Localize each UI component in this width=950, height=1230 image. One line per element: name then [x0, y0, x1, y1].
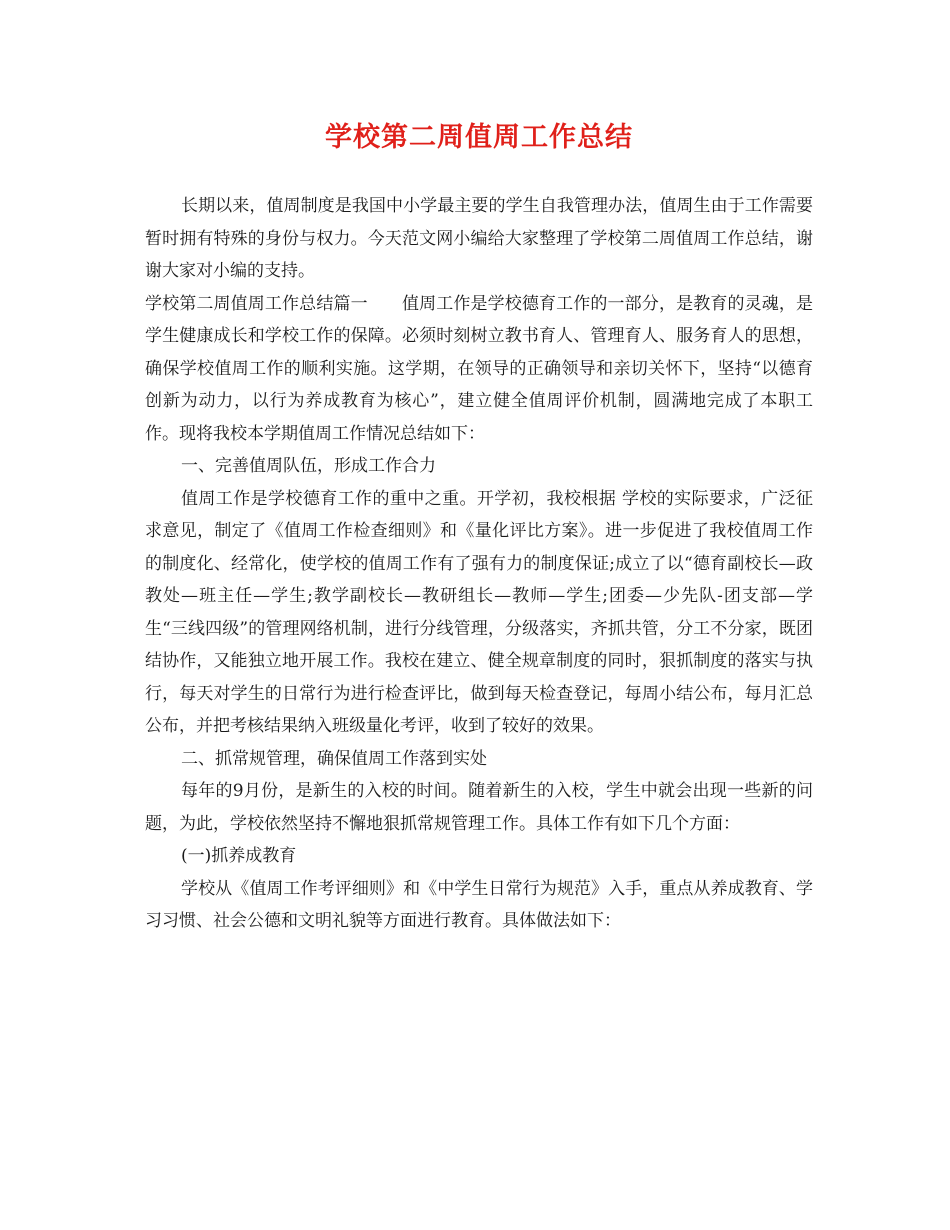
document-title: 学校第二周值周工作总结: [325, 122, 633, 153]
paragraph-subsection-one-body: 学校从《值周工作考评细则》和《中学生日常行为规范》入手，重点从养成教育、学习习惯、社会公德和文明礼貌等方面进行教育。具体做法如下：: [145, 878, 813, 931]
paragraph-section-one-lead: 学校第二周值周工作总结篇一 值周工作是学校德育工作的一部分，是教育的灵魂，是学生健康成长和学校工作的保障。必须时刻树立教书育人、管理育人、服务育人的思想，确保学校值周工作的顺利实施。这学期，在领导的正确领导和亲切关怀下，坚持“以德育创新为动力，以行为养成教育为核心”，建立健全值周评价机制，圆满地完成了本职工作。现将我校本学期值周工作情况总结如下：: [145, 293, 813, 444]
heading-part-two: 二、抓常规管理，确保值周工作落到实处: [181, 748, 487, 769]
heading-subsection-one: (一)抓养成教育: [181, 846, 297, 866]
paragraph-part-two-body: 每年的9月份，是新生的入校的时间。随着新生的入校，学生中就会出现一些新的问题，为此，学校依然坚持不懈地狠抓常规管理工作。具体工作有如下几个方面：: [145, 781, 813, 834]
document-body: [145, 190, 813, 938]
document-page: [145, 118, 813, 938]
paragraph-intro: 长期以来，值周制度是我国中小学最主要的学生自我管理办法，值周生由于工作需要暂时拥有特殊的身份与权力。今天范文网小编给大家整理了学校第二周值周工作总结，谢谢大家对小编的支持。: [145, 196, 813, 281]
heading-part-one: 一、完善值周队伍，形成工作合力: [181, 456, 436, 476]
paragraph-part-one-body: 值周工作是学校德育工作的重中之重。开学初，我校根据 学校的实际要求，广泛征求意见，制定了《值周工作检查细则》和《量化评比方案》。进一步促进了我校值周工作的制度化、经常化，使学校的值周工作有了强有力的制度保证;成立了以“德育副校长—政教处—班主任—学生;教学副校长—教研组长—教师—学生;团委—少先队-团支部—学生“三线四级”的管理网络机制，进行分线管理，分级落实，齐抓共管，分工不分家，既团结协作，又能独立地开展工作。我校在建立、健全规章制度的同时，狠抓制度的落实与执行，每天对学生的日常行为进行检查评比，做到每天检查登记，每周小结公布，每月汇总公布，并把考核结果纳入班级量化考评，收到了较好的效果。: [145, 488, 813, 736]
